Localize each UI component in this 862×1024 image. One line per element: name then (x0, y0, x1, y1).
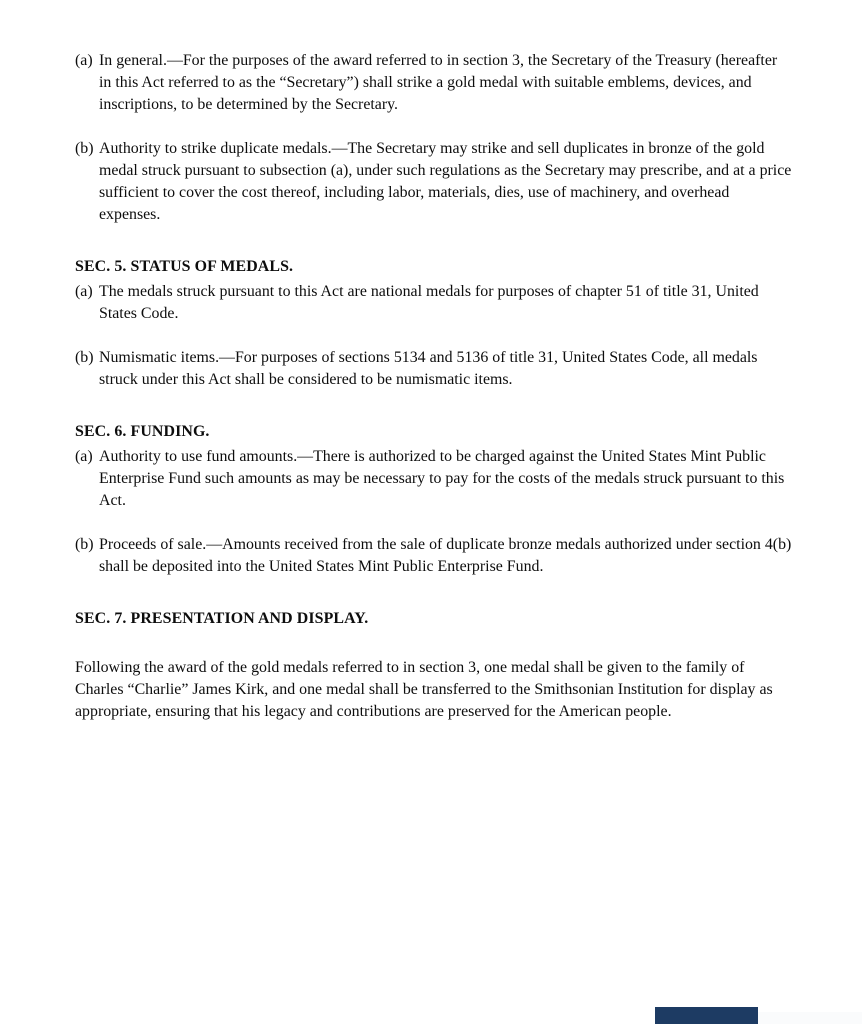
item-label: (b) (75, 140, 94, 157)
list-item (75, 281, 793, 325)
item-text: Authority to strike duplicate medals.—The Secretary may strike and sell duplicates in bronze of the gold medal struck pursuant to subsection (a), under such regulations as the Secretary may prescribe, and at a price sufficient to cover the cost thereof, including labor, materials, dies, use of machinery, and overhead expenses. (99, 140, 792, 223)
section-heading: SEC. 6. FUNDING. (75, 423, 210, 440)
item-label: (a) (75, 448, 93, 465)
list-item (75, 446, 793, 512)
item-label: (b) (75, 536, 94, 553)
item-label: (a) (75, 283, 93, 300)
section-heading: SEC. 7. PRESENTATION AND DISPLAY. (75, 610, 369, 627)
item-text: In general.—For the purposes of the award referred to in section 3, the Secretary of the Treasury (hereafter in this Act referred to as the “Secretary”) shall strike a gold medal with suitable emblems, devices, and inscriptions, to be determined by the Secretary. (99, 52, 778, 113)
item-text: Authority to use fund amounts.—There is authorized to be charged against the United States Mint Public Enterprise Fund such amounts as may be necessary to pay for the costs of the medals struck pursuant to this Act. (99, 448, 785, 509)
item-label: (b) (75, 349, 94, 366)
list-item (75, 347, 793, 391)
list-item (75, 138, 793, 226)
list-item (75, 534, 793, 578)
list-item (75, 50, 793, 116)
section-heading: SEC. 5. STATUS OF MEDALS. (75, 258, 294, 275)
bottom-right-artifact (655, 1007, 758, 1024)
item-text: Proceeds of sale.—Amounts received from the sale of duplicate bronze medals authorized under section 4(b) shall be deposited into the United States Mint Public Enterprise Fund. (99, 536, 792, 575)
item-text: The medals struck pursuant to this Act are national medals for purposes of chapter 51 of title 31, United States Code. (99, 283, 759, 322)
item-text: Numismatic items.—For purposes of sections 5134 and 5136 of title 31, United States Code, all medals struck under this Act shall be considered to be numismatic items. (99, 349, 758, 388)
body-paragraph: Following the award of the gold medals referred to in section 3, one medal shall be given to the family of Charles “Charlie” James Kirk, and one medal shall be transferred to the Smithsonian Institution for display as appropriate, ensuring that his legacy and contributions are preserved for the American people. (75, 659, 773, 720)
item-label: (a) (75, 52, 93, 69)
